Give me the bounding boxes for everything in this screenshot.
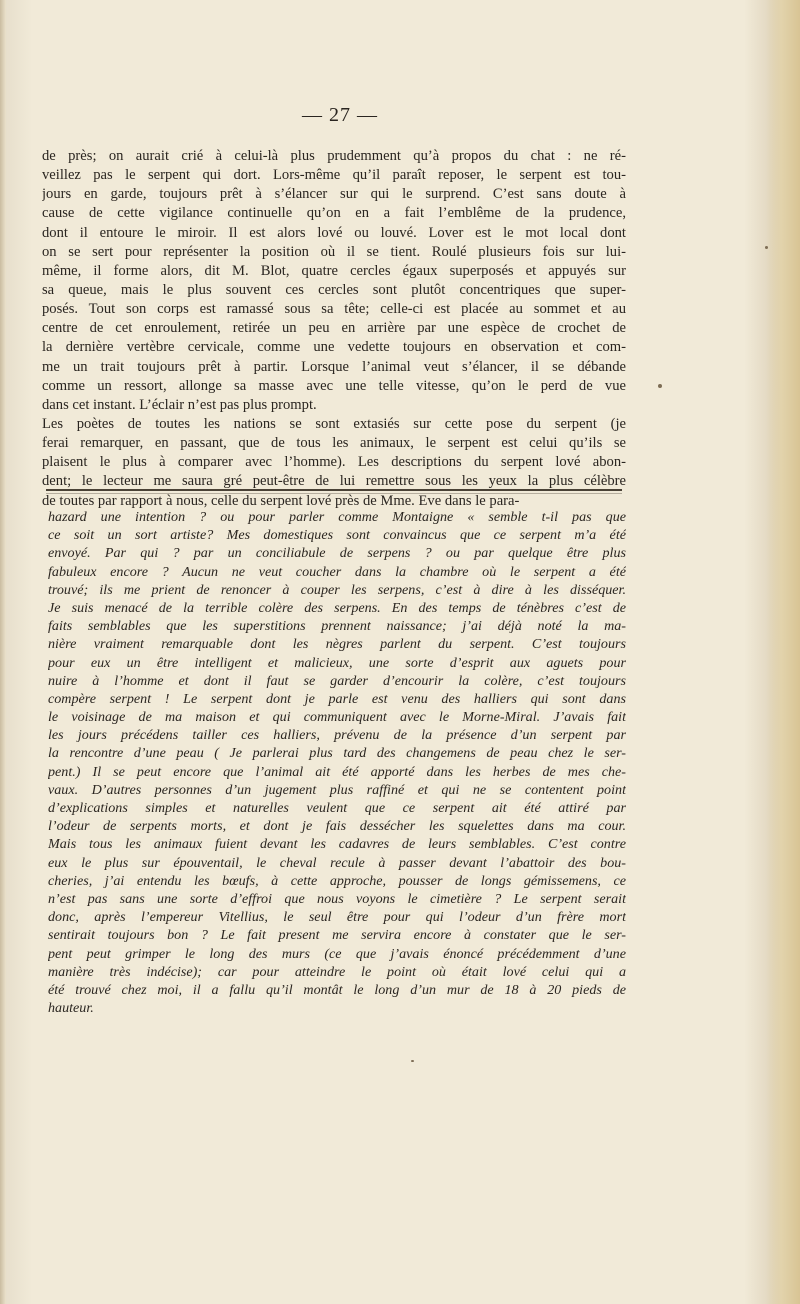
main-text-line: sa queue, mais le plus souvent ces cercles sont plutôt concentriques que super- [42,281,626,298]
footnote-line: trouvé; ils me prient de renoncer à couper les serpens, c’est à dire à les disséquer. [48,581,626,598]
main-text-line: même, il forme alors, dit M. Blot, quatre cercles égaux superposés et appuyés sur [42,262,626,279]
footnote-line: faits semblables que les superstitions prennent naissance; j’ai déjà noté la ma- [48,618,626,635]
footnote-line: manière très indécise); car pour atteindre le point où était lové celui qui a [48,963,626,980]
footnote-line: les jours précédens tailler ces halliers, prévenu de la présence d’un serpent par [48,727,626,744]
footnote-text [48,508,626,1017]
main-text-line: jours en garde, toujours prêt à s’élancer sur qui le surprend. C’est sans doute à [42,186,626,203]
footnote-line: été trouvé chez moi, il a fallu qu’il montât le long d’un mur de 18 à 20 pieds de [48,981,626,998]
footnote-line: pour eux un être intelligent et malicieux, une sorte d’esprit aux aguets pour [48,654,626,671]
main-text-line: cause de cette vigilance continuelle qu’on en a fait l’emblême de la prudence, [42,205,626,222]
footnote-line: sentirait toujours bon ? Le fait present me servira encore à constater que le ser- [48,927,626,944]
footnote-line: Mais tous les animaux fuient devant les cadavres de leurs semblables. C’est contre [48,836,626,853]
main-text-line: plaisent le plus à comparer avec l’homme). Les descriptions du serpent lové abon- [42,454,626,471]
main-text-line: comme un ressort, allonge sa masse avec une telle vitesse, qu’on le perd de vue [42,377,626,394]
page-binding-edge [0,0,6,1304]
footnote-separator-rule [46,489,622,491]
main-text-line: de près; on aurait crié à celui-là plus prudemment qu’à propos du chat : ne ré- [42,148,626,164]
footnote-line: eux le plus sur épouventail, le cheval recule à passer devant l’abattoir des bou- [48,854,626,871]
footnote-line: la rencontre d’une peau ( Je parlerai plus tard des changemens de peau chez le ser- [48,745,626,762]
paper-speck [765,246,768,249]
footnote-line: pent.) Il se peut encore que l’animal ait été apporté dans les herbes de mes che- [48,763,626,780]
main-text-line: dans cet instant. L’éclair n’est pas plus prompt. [42,396,317,413]
page-right-edge [766,0,800,1304]
footnote-line: envoyé. Par qui ? par un conciliabule de serpens ? ou par quelque être plus [48,545,626,562]
paper-speck [658,384,662,388]
footnote-line: ce soit un sort artiste? Mes domestiques sont convaincus que ce serpent m’a été [48,527,626,544]
footnote-line: d’explications simples et naturelles veulent que ce serpent ait été attiré par [48,800,626,816]
main-text-line: me un trait toujours prêt à partir. Lorsque l’animal veut s’élancer, il se débande [42,358,626,375]
main-text-line: centre de cet enroulement, retirée un peu en arrière par une espèce de crochet de [42,320,626,337]
main-body-text [42,147,626,511]
footnote-line: vaux. D’autres personnes d’un jugement plus raffiné et qui ne se contentent point [48,781,626,798]
main-text-line: posés. Tout son corps est ramassé sous sa tête; celle-ci est placée au sommet et au [42,301,626,318]
footnote-line: nière vraiment remarquable dont les nègres parlent du serpent. C’est toujours [48,636,626,653]
main-text-line: veillez pas le serpent qui dort. Lors-même qu’il paraît reposer, le serpent est tou- [42,167,626,184]
footnote-line: compère serpent ! Le serpent dont je parle est venu des halliers qui sont dans [48,690,626,707]
main-text-line: on se sert pour représenter la position où il se tient. Roulé plusieurs fois sur lui- [42,243,626,260]
footnote-line: hauteur. [48,1000,94,1017]
footnote-line: l’odeur de serpents morts, et dont je fais dessécher les squelettes dans ma cour. [48,818,626,835]
footnote-line: fabuleux encore ? Aucun ne veut coucher dans la chambre où le serpent a été [48,563,626,580]
footnote-line: pent peut grimper le long des murs (ce que j’avais énoncé précédemment d’une [48,945,626,962]
main-text-line: dont il entoure le miroir. Il est alors lové ou louvé. Lover est le mot local dont [42,224,626,241]
footnote-line: n’est pas sans une sorte d’effroi que nous voyons le cimetière ? Le serpent serait [48,890,626,907]
main-text-line: de toutes par rapport à nous, celle du serpent lové près de Mme. Eve dans le para- [42,492,520,509]
footnote-line: cheries, j’ai entendu les bœufs, à cette approche, pousser de longs gémissemens, ce [48,872,626,889]
footnote-line: hazard une intention ? ou pour parler comme Montaigne « semble t-il pas que [48,509,626,525]
footnote-separator-rule-secondary [46,493,622,494]
paper-speck [411,1060,414,1062]
page-number: — 27 — [302,104,378,126]
footnote-line: le voisinage de ma maison et qui communiquent avec le Morne-Miral. J’avais fait [48,709,626,726]
footnote-line: nuire à l’homme et dont il faut se garder d’encourir la colère, c’est toujours [48,672,626,689]
footnote-line: Je suis menacé de la terrible colère des serpens. En des temps de ténèbres c’est de [48,599,626,616]
main-text-line: ferai remarquer, en passant, que de tous les animaux, le serpent est celui qu’ils se [42,435,626,452]
main-text-line: Les poètes de toutes les nations se sont extasiés sur cette pose du serpent (je [42,415,626,432]
footnote-line: donc, après l’empereur Vitellius, le seul être pour qui l’odeur d’un frère mort [48,909,626,926]
main-text-line: dent; le lecteur me saura gré peut-être de lui remettre sous les yeux la plus célèbre [42,473,626,490]
main-text-line: la dernière vertèbre cervicale, comme une vedette toujours en observation et com- [42,339,626,356]
